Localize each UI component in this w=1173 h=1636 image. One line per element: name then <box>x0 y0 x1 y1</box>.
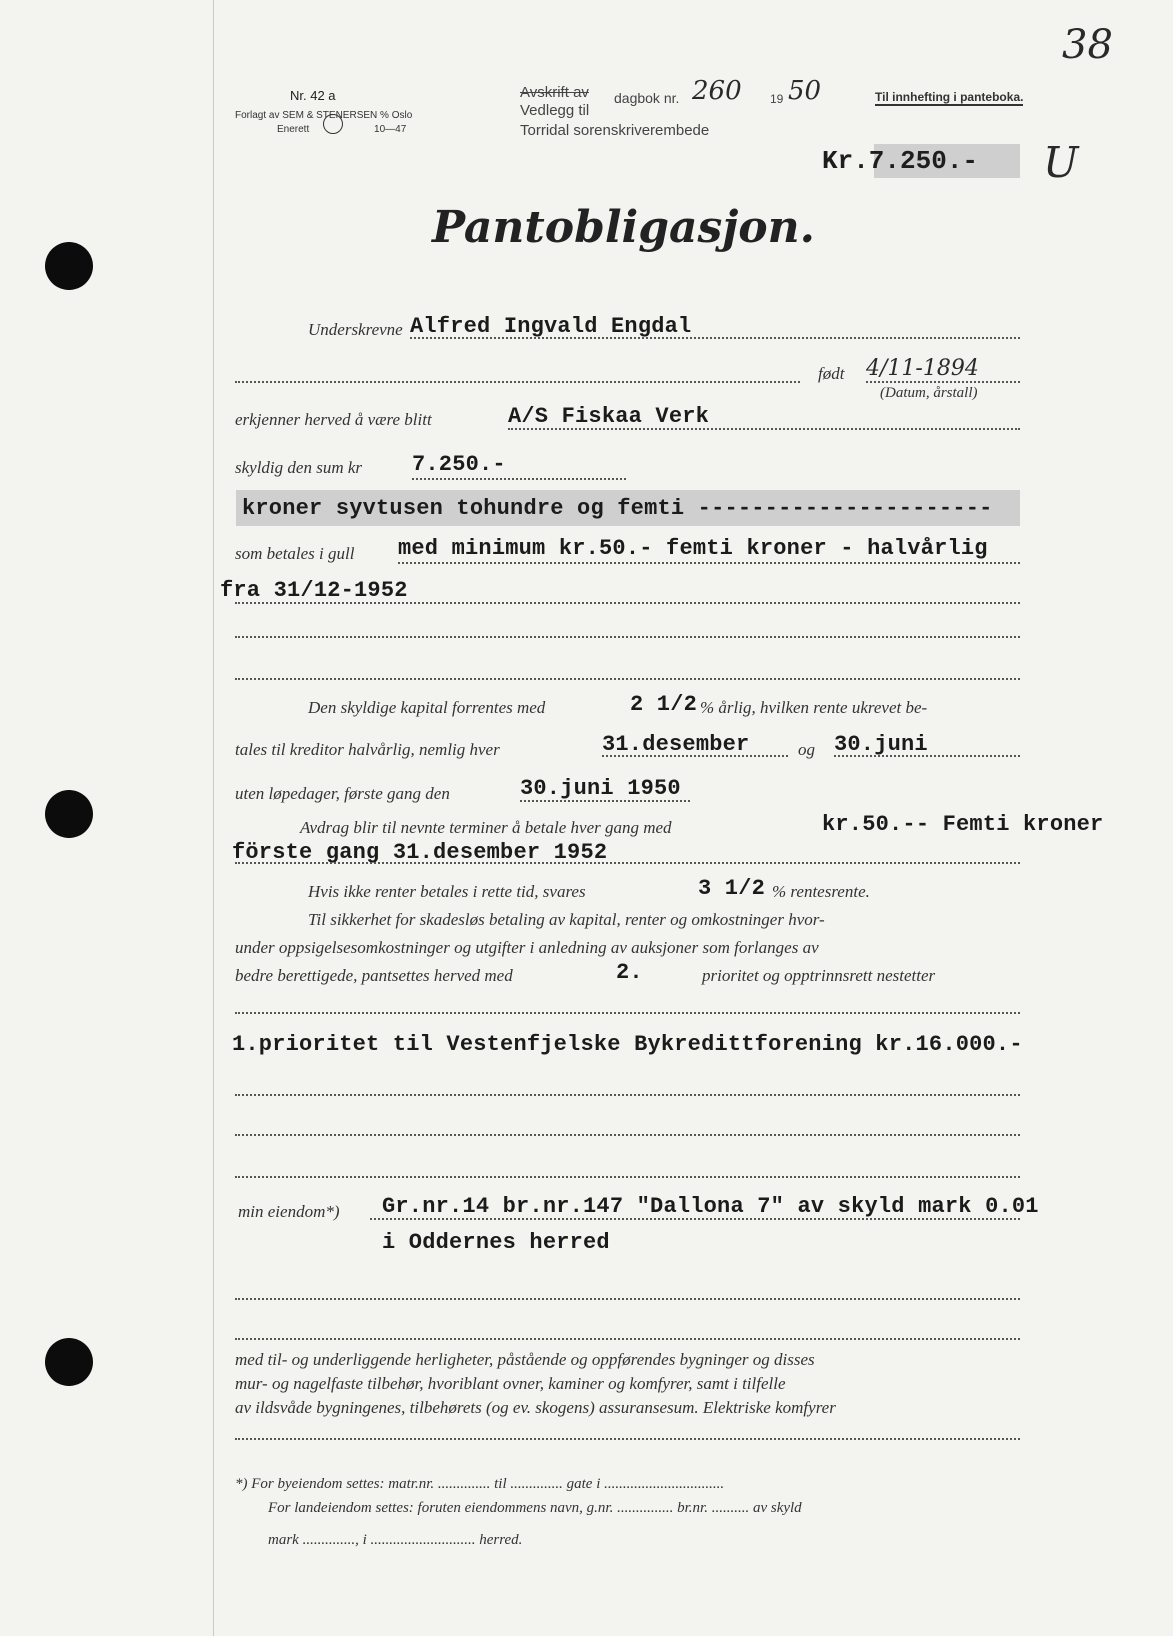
penalty-label: Hvis ikke renter betales i rette tid, svares <box>308 882 586 901</box>
interest-line3-a: uten løpedager, første gang den <box>235 784 450 803</box>
penalty-rate: 3 1/2 <box>698 876 766 901</box>
security-paragraph-line2: under oppsigelsesomkostninger og utgifter i anledning av auksjoner som forlanges av <box>235 938 819 957</box>
security-paragraph-line1: Til sikkerhet for skadesløs betaling av kapital, renter og omkostninger hvor- <box>308 910 825 929</box>
sum-figures: 7.250.- <box>412 452 506 477</box>
dotted-line <box>235 1438 1020 1440</box>
payment-terms-line2: fra 31/12-1952 <box>220 578 408 603</box>
dagbok-label: dagbok nr. <box>614 90 680 106</box>
security-paragraph-line3b: prioritet og opptrinnsrett nestetter <box>702 966 936 985</box>
interest-line1-a: Den skyldige kapital forrentes med <box>308 698 546 717</box>
interest-line1-b: % årlig, hvilken rente ukrevet be- <box>700 698 928 717</box>
born-hint: (Datum, årstall) <box>880 385 978 401</box>
dotted-line <box>235 1338 1020 1340</box>
punch-hole <box>45 1338 93 1386</box>
dotted-line <box>235 1176 1020 1178</box>
installment-amount: kr.50.-- Femti kroner <box>822 812 1104 837</box>
filing-note: Til innhefting i panteboka. <box>875 90 1024 104</box>
publisher-line2: Enerett 10—47 <box>277 124 407 135</box>
footnote-line2: For landeiendom settes: foruten eiendommens navn, g.nr. ............... br.nr. .......... av skyld <box>268 1500 802 1516</box>
footnote-line3: mark .............., i ............................ herred. <box>268 1532 523 1548</box>
closing-line3: av ildsvåde bygningenes, tilbehørets (og ev. skogens) assuransesum. Elektriske komfyrer <box>235 1398 836 1417</box>
dotted-line <box>866 381 1020 383</box>
first-interest-date: 30.juni 1950 <box>520 776 681 801</box>
acknowledge-label: erkjenner herved å være blitt <box>235 410 432 429</box>
priority-number: 2. <box>616 960 643 985</box>
undersigned-label: Underskrevne <box>308 320 403 339</box>
closing-line2: mur- og nagelfaste tilbehør, hvoriblant ovner, kaminer og komfyrer, samt i tilfelle <box>235 1374 786 1393</box>
document-title: Pantobligasjon. <box>432 202 815 253</box>
year-value: 50 <box>788 76 822 106</box>
payment-label: som betales i gull <box>235 544 355 563</box>
dotted-line <box>370 1218 1020 1220</box>
sum-words: kroner syvtusen tohundre og femti ---------------------- <box>242 496 993 521</box>
property-label: min eiendom*) <box>238 1202 340 1221</box>
dotted-line <box>410 337 1020 339</box>
dotted-line <box>834 755 1020 757</box>
dotted-line <box>412 478 626 480</box>
dagbok-number: 260 <box>692 76 742 106</box>
amount-header: Kr.7.250.- <box>822 146 979 176</box>
dotted-line <box>235 381 800 383</box>
punch-hole <box>45 242 93 290</box>
binding-margin-line <box>213 0 214 1636</box>
payment-terms-line1: med minimum kr.50.- femti kroner - halvårlig <box>398 536 988 561</box>
installment-label: Avdrag blir til nevnte terminer å betale hver gang med <box>300 818 672 837</box>
payment-date2: 30.juni <box>834 732 928 757</box>
dotted-line <box>235 862 1020 864</box>
undersigned-name: Alfred Ingvald Engdal <box>410 314 692 339</box>
form-number: Nr. 42 a <box>290 88 336 103</box>
page-number: 38 <box>1062 22 1113 68</box>
dotted-line <box>235 636 1020 638</box>
dotted-line <box>235 1134 1020 1136</box>
prior-lien: 1.prioritet til Vestenfjelske Bykredittforening kr.16.000.- <box>232 1032 1023 1057</box>
payment-date1: 31.desember <box>602 732 750 757</box>
security-paragraph-line3a: bedre berettigede, pantsettes herved med <box>235 966 513 985</box>
interest-line2-b: og <box>798 740 815 759</box>
publisher-logo-icon <box>323 114 343 134</box>
interest-line2-a: tales til kreditor halvårlig, nemlig hver <box>235 740 500 759</box>
interest-rate: 2 1/2 <box>630 692 698 717</box>
dotted-line <box>508 428 1020 430</box>
dotted-line <box>235 602 1020 604</box>
property-line2: i Oddernes herred <box>382 1230 610 1255</box>
creditor-name: A/S Fiskaa Verk <box>508 404 710 429</box>
dotted-line <box>398 562 1020 564</box>
born-label: født <box>818 364 845 383</box>
dotted-line <box>235 678 1020 680</box>
closing-line1: med til- og underliggende herligheter, påstående og oppførendes bygninger og disses <box>235 1350 815 1369</box>
year-prefix: 19 <box>770 92 784 106</box>
penalty-suffix: % rentesrente. <box>772 882 870 901</box>
vedlegg-label: Vedlegg til <box>520 102 590 119</box>
owe-label: skyldig den sum kr <box>235 458 363 477</box>
dotted-line <box>235 1298 1020 1300</box>
installment-first: förste gang 31.desember 1952 <box>232 840 608 865</box>
born-date: 4/11-1894 <box>866 356 979 381</box>
property-line1: Gr.nr.14 br.nr.147 "Dallona 7" av skyld mark 0.01 <box>382 1194 1039 1219</box>
footnote-line1: *) For byeiendom settes: matr.nr. .............. til .............. gate i ................................ <box>235 1476 725 1492</box>
dotted-line <box>602 755 788 757</box>
avskrift-label: Avskrift av <box>520 84 589 101</box>
dotted-line <box>235 1012 1020 1014</box>
office-name: Torridal sorenskriverembede <box>520 122 710 139</box>
dotted-line <box>520 800 690 802</box>
punch-hole <box>45 790 93 838</box>
margin-mark: U <box>1043 138 1079 187</box>
publisher-line1: Forlagt av SEM & STENERSEN % Oslo <box>235 110 413 121</box>
dotted-line <box>235 1094 1020 1096</box>
